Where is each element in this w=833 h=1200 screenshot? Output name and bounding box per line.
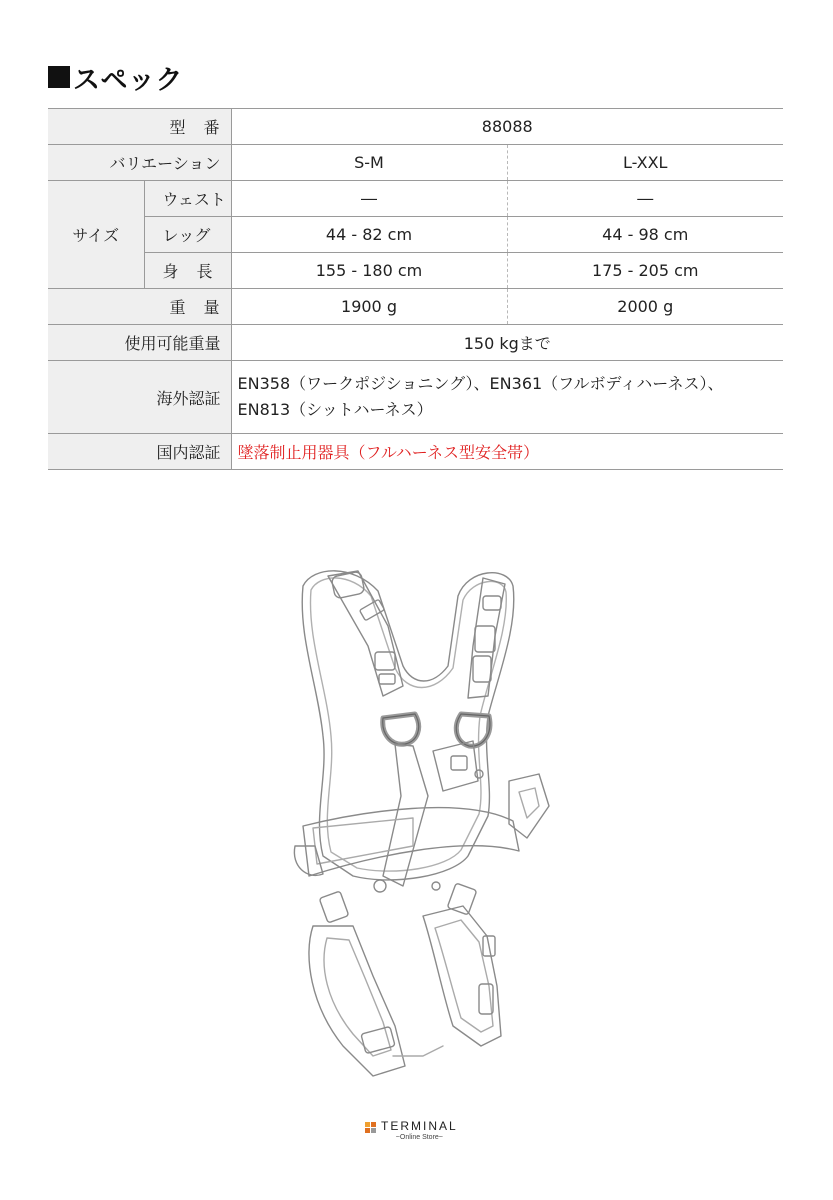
overseas-cert-label: 海外認証	[48, 361, 231, 434]
table-row	[48, 217, 783, 253]
weight-label: 重 量	[48, 289, 231, 325]
terminal-logo-icon	[365, 1122, 377, 1134]
logo-sub-text: ~Online Store~	[395, 1134, 443, 1141]
table-row	[48, 289, 783, 325]
table-row	[48, 361, 783, 434]
section-title	[48, 57, 183, 97]
leg-value-sm: 44 - 82 cm	[231, 217, 507, 253]
terminal-logo	[365, 1120, 458, 1144]
harness-illustration	[283, 556, 558, 1096]
waist-value-sm: ―	[231, 181, 507, 217]
variation-label: バリエーション	[48, 145, 231, 181]
table-row	[48, 325, 783, 361]
model-value: 88088	[231, 109, 783, 145]
weight-value-lxxl: 2000 g	[507, 289, 783, 325]
table-row	[48, 253, 783, 289]
section-title-text: スペック	[73, 64, 183, 96]
variation-value-sm: S-M	[231, 145, 507, 181]
overseas-cert-line-2: EN813（シットハーネス）	[237, 400, 433, 419]
waist-value-lxxl: ―	[507, 181, 783, 217]
leg-label: レッグ	[144, 217, 231, 253]
waist-label: ウェスト	[144, 181, 231, 217]
domestic-cert-label: 国内認証	[48, 434, 231, 470]
load-value: 150 kgまで	[231, 325, 783, 361]
leg-value-lxxl: 44 - 98 cm	[507, 217, 783, 253]
logo-brand-text: TERMINAL	[381, 1119, 458, 1133]
height-label: 身 長	[144, 253, 231, 289]
height-value-lxxl: 175 - 205 cm	[507, 253, 783, 289]
spec-table	[48, 108, 783, 470]
table-row	[48, 434, 783, 470]
table-row	[48, 181, 783, 217]
variation-value-lxxl: L-XXL	[507, 145, 783, 181]
square-bullet-icon	[48, 66, 70, 88]
size-group-label: サイズ	[48, 181, 144, 289]
model-label: 型 番	[48, 109, 231, 145]
load-label: 使用可能重量	[48, 325, 231, 361]
overseas-cert-value	[231, 361, 783, 434]
domestic-cert-value: 墜落制止用器具（フルハーネス型安全帯）	[231, 434, 783, 470]
height-value-sm: 155 - 180 cm	[231, 253, 507, 289]
table-row	[48, 109, 783, 145]
weight-value-sm: 1900 g	[231, 289, 507, 325]
table-row	[48, 145, 783, 181]
overseas-cert-line-1: EN358（ワークポジショニング）、EN361（フルボディハーネス）、	[237, 374, 724, 393]
